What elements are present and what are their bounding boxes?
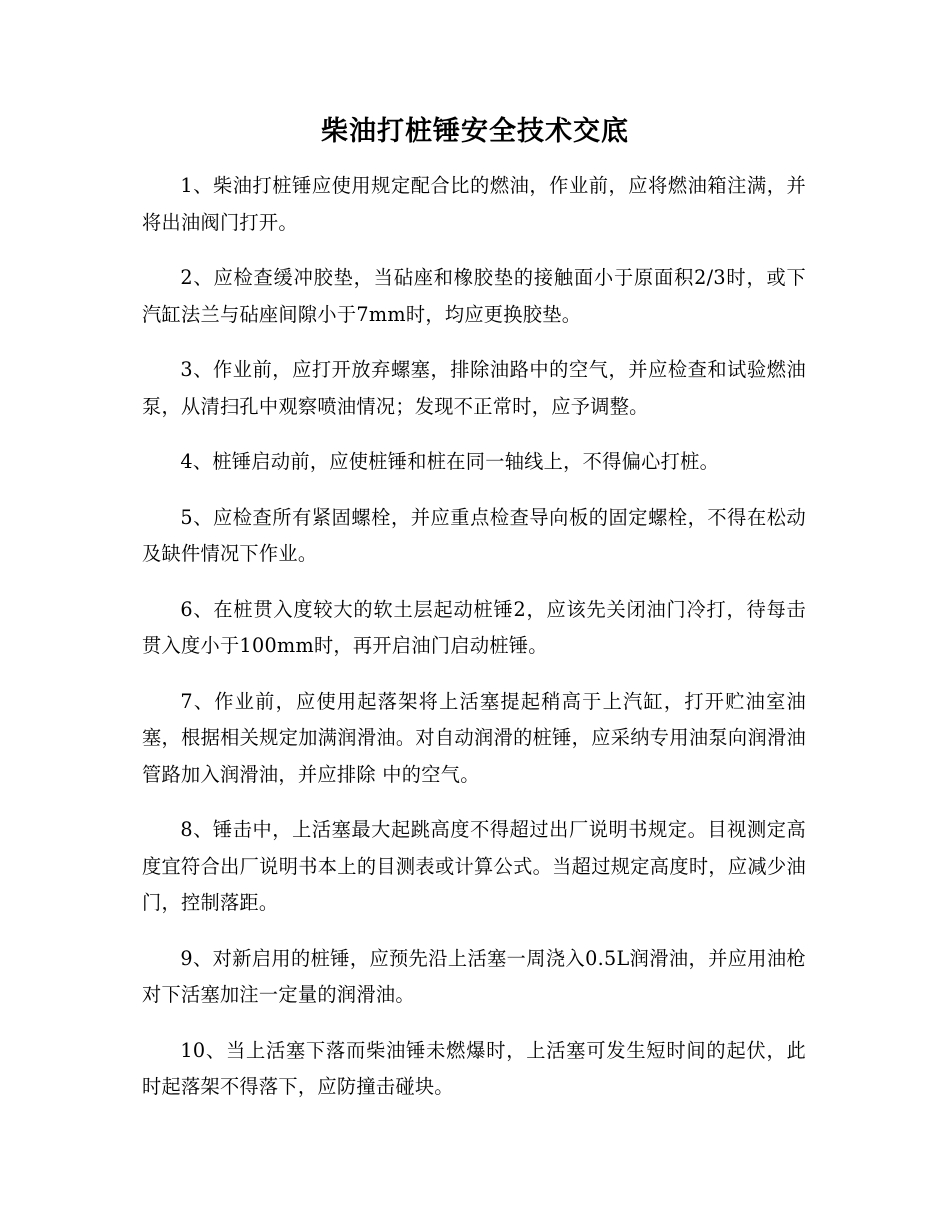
paragraph-10: 10、当上活塞下落而柴油锤未燃爆时，上活塞可发生短时间的起伏，此时起落架不得落下，应防撞击碰块。 [142, 1038, 806, 1098]
paragraph-1: 1、柴油打桩锤应使用规定配合比的燃油，作业前，应将燃油箱注满，并将出油阀门打开。 [142, 174, 806, 234]
paragraph-9: 9、对新启用的桩锤，应预先沿上活塞一周浇入0.5L润滑油，并应用油枪对下活塞加注一定量的润滑油。 [142, 946, 806, 1006]
document-body [142, 168, 806, 1125]
paragraph-3: 3、作业前，应打开放弃螺塞，排除油路中的空气，并应检查和试验燃油泵，从清扫孔中观察喷油情况；发现不正常时，应予调整。 [142, 358, 806, 418]
paragraph-8: 8、锤击中，上活塞最大起跳高度不得超过出厂说明书规定。目视测定高度宜符合出厂说明书本上的目测表或计算公式。当超过规定高度时，应减少油门，控制落距。 [142, 818, 806, 914]
document-title: 柴油打桩锤安全技术交底 [321, 116, 629, 147]
paragraph-4: 4、桩锤启动前，应使桩锤和桩在同一轴线上，不得偏心打桩。 [180, 450, 720, 473]
paragraph-7: 7、作业前，应使用起落架将上活塞提起稍高于上汽缸，打开贮油室油塞，根据相关规定加满润滑油。对自动润滑的桩锤，应采纳专用油泵向润滑油管路加入润滑油，并应排除 中的空气。 [142, 689, 806, 786]
paragraph-2: 2、应检查缓冲胶垫，当砧座和橡胶垫的接触面小于原面积2/3时，或下汽缸法兰与砧座间隙小于7mm时，均应更换胶垫。 [142, 266, 806, 326]
paragraph-6: 6、在桩贯入度较大的软土层起动桩锤2，应该先关闭油门冷打，待每击贯入度小于100mm时，再开启油门启动桩锤。 [142, 597, 806, 657]
paragraph-5: 5、应检查所有紧固螺栓，并应重点检查导向板的固定螺栓，不得在松动及缺件情况下作业。 [142, 505, 806, 565]
